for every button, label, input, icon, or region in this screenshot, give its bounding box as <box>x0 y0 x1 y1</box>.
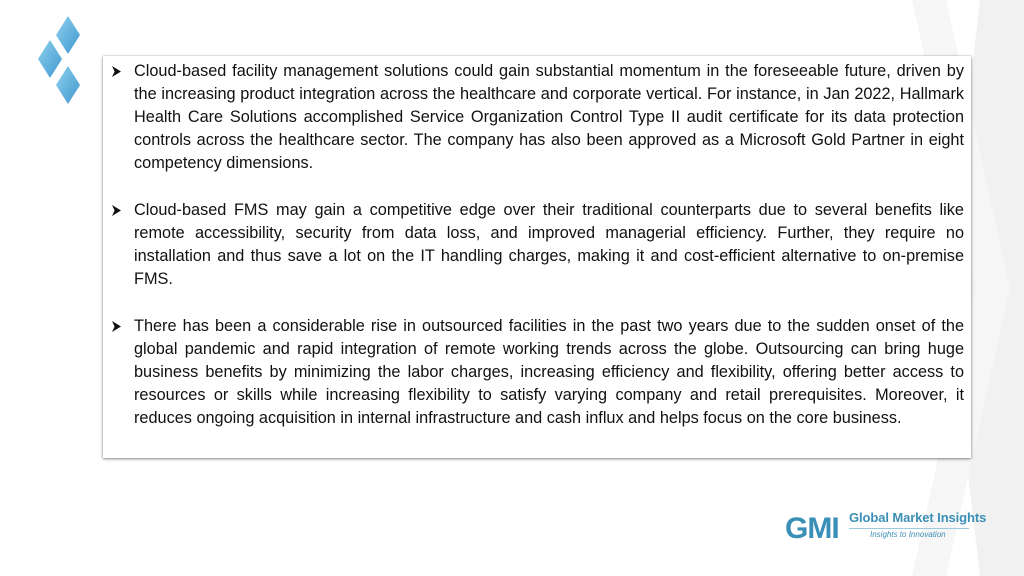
bullet-item <box>103 315 971 430</box>
bullet-item <box>103 60 971 175</box>
arrowhead-bullet-icon <box>112 321 121 332</box>
company-logo <box>785 508 987 548</box>
arrowhead-bullet-icon <box>112 205 121 216</box>
logo-tagline: Insights to Innovation <box>870 530 946 539</box>
content-card <box>103 56 971 458</box>
logo-company-name: Global Market Insights <box>849 510 987 525</box>
gmi-logo-mark <box>785 508 843 544</box>
arrowhead-bullet-icon <box>112 66 121 77</box>
diamond-cluster-icon <box>36 14 86 109</box>
logo-mark-text: GMI <box>785 512 839 544</box>
bullet-text: There has been a considerable rise in outsourced facilities in the past two years due to the sudden onset of the global pandemic and rapid integration of remote working trends across the globe. Outsourcing can bring huge business benefits by minimizing the labor charges, increasing efficiency and flexibility, offering better access to resources or skills while increasing flexibility to satisfy varying company and retail prerequisites. Moreover, it reduces ongoing acquisition in internal infrastructure and cash influx and helps focus on the core business. <box>134 317 964 427</box>
bullet-item <box>103 199 971 291</box>
logo-divider <box>849 528 969 529</box>
bullet-list <box>103 60 971 430</box>
bullet-text: Cloud-based facility management solutions could gain substantial momentum in the foreseeable future, driven by the increasing product integration across the healthcare and corporate vertical. For instance, in Jan 2022, Hallmark Health Care Solutions accomplished Service Organization Control Type II audit certificate for its data protection controls across the healthcare sector. The company has also been approved as a Microsoft Gold Partner in eight competency dimensions. <box>134 62 964 172</box>
bullet-text: Cloud-based FMS may gain a competitive edge over their traditional counterparts due to several benefits like remote accessibility, security from data loss, and improved managerial efficiency. Further, they require no installation and thus save a lot on the IT handling charges, making it and cost-efficient alternative to on-premise FMS. <box>134 201 964 288</box>
